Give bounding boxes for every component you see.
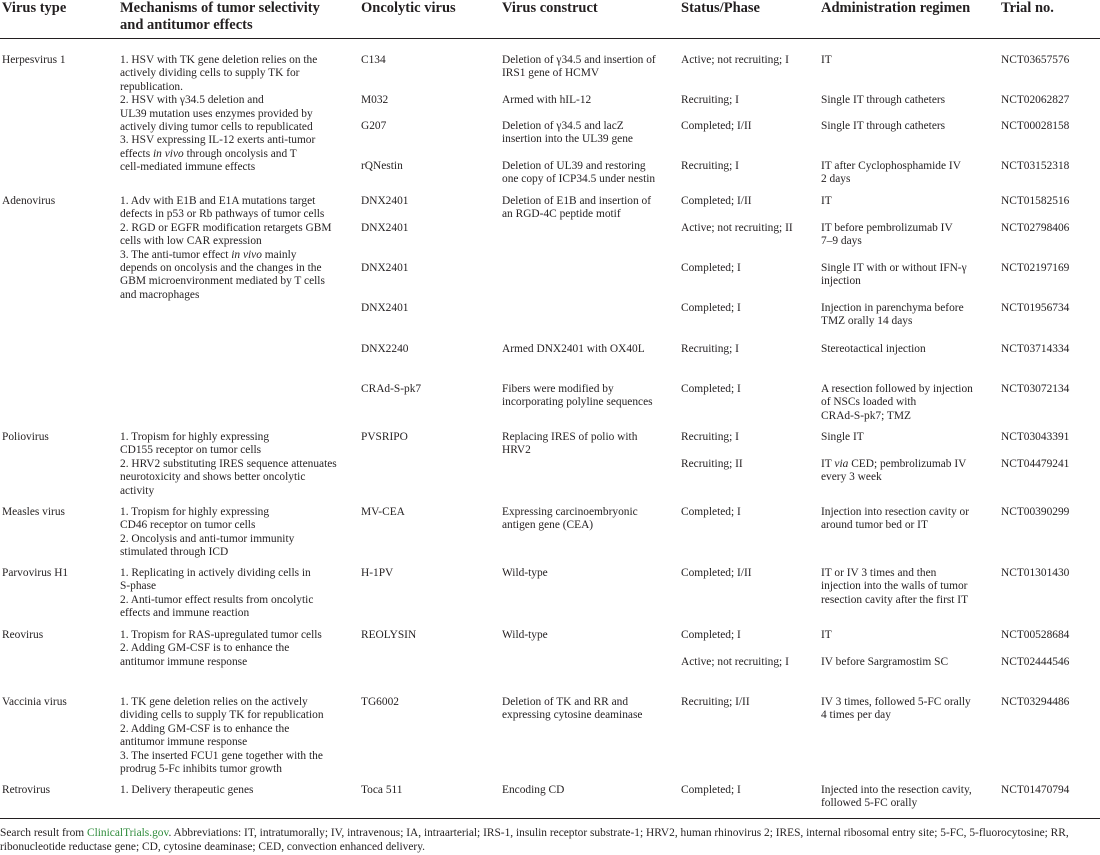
virus-type-retrovirus: Retrovirus	[2, 784, 51, 796]
mechanism-line: 2. HSV with γ34.5 deletion and	[120, 94, 264, 107]
status-m032: Recruiting; I	[681, 94, 739, 106]
admin-pvsripo	[821, 458, 966, 485]
mechanism-line	[120, 249, 331, 262]
mechanism-line: 2. Oncolysis and anti-tumor immunity	[120, 532, 295, 545]
admin-dnx2240: Stereotactical injection	[821, 343, 926, 355]
oncolytic-virus-dnx2401: DNX2401	[361, 195, 409, 207]
status-dnx2401: Active; not recruiting; II	[681, 222, 793, 234]
virus-type-herpesvirus: Herpesvirus 1	[2, 54, 66, 66]
admin-line: around tumor bed or IT	[821, 519, 928, 532]
mechanism-line: cell-mediated immune effects	[120, 161, 256, 174]
mechanism-line: UL39 mutation uses enzymes provided by	[120, 107, 313, 120]
construct-pvsripo	[502, 431, 637, 458]
trial-number: NCT03043391	[1001, 431, 1070, 443]
trial-number: NCT03152318	[1001, 160, 1070, 172]
admin-reolysin: IV before Sargramostim SC	[821, 656, 949, 668]
status-crad-s-pk7: Completed; I	[681, 383, 741, 395]
mechanism-line: CD155 receptor on tumor cells	[120, 444, 262, 457]
construct-h-1pv: Wild-type	[502, 567, 548, 579]
admin-tg6002	[821, 696, 971, 723]
mechanism-line: stimulated through ICD	[120, 546, 229, 559]
mechanism-line: 2. Anti-tumor effect results from oncolytic	[120, 593, 314, 606]
mechanism-line: prodrug 5-Fc inhibits tumor growth	[120, 763, 282, 776]
construct-line: Fibers were modified by	[502, 383, 614, 395]
construct-reolysin: Wild-type	[502, 629, 548, 641]
mechanism-measles	[120, 506, 294, 560]
admin-text: IT	[821, 458, 832, 470]
status-h-1pv: Completed; I/II	[681, 567, 752, 579]
mechanism-line: 1. Tropism for highly expressing	[120, 506, 270, 518]
mechanism-line: CD46 receptor on tumor cells	[120, 519, 256, 532]
header-status-phase: Status/Phase	[681, 0, 760, 16]
admin-line: Single IT with or without IFN-γ	[821, 262, 967, 274]
status-g207: Completed; I/II	[681, 120, 752, 132]
oncolytic-virus-dnx2401: DNX2401	[361, 222, 409, 234]
mechanism-italic: in vivo	[153, 147, 184, 160]
admin-line: IV 3 times, followed 5-FC orally	[821, 696, 971, 708]
trial-number: NCT02798406	[1001, 222, 1070, 234]
admin-text: CED; pembrolizumab IV	[851, 458, 967, 470]
admin-line: 2 days	[821, 173, 851, 186]
construct-line: Deletion of γ34.5 and insertion of	[502, 54, 656, 66]
mechanism-line: actively diving tumor cells to republicated	[120, 121, 313, 134]
status-rqnestin: Recruiting; I	[681, 160, 739, 172]
header-rule	[0, 38, 1100, 39]
status-pvsripo: Recruiting; II	[681, 458, 743, 470]
mechanism-reovirus	[120, 629, 322, 669]
mechanism-line: 2. Adding GM-CSF is to enhance the	[120, 722, 290, 735]
header-virus-type: Virus type	[2, 0, 67, 16]
header-mechanisms-line-2: and antitumor effects	[120, 17, 253, 33]
mechanism-line: neurotoxicity and shows better oncolytic	[120, 471, 306, 484]
construct-mv-cea	[502, 506, 638, 533]
mechanism-line: depends on oncolysis and the changes in the	[120, 262, 322, 275]
virus-type-vaccinia: Vaccinia virus	[2, 696, 67, 708]
admin-dnx2401	[821, 302, 964, 329]
mechanism-line: activity	[120, 484, 155, 497]
admin-line: every 3 week	[821, 471, 882, 484]
mechanism-vaccinia	[120, 696, 324, 776]
status-mv-cea: Completed; I	[681, 506, 741, 518]
mechanism-line: 3. The inserted FCU1 gene together with the	[120, 749, 323, 762]
oncolytic-virus-c134: C134	[361, 54, 386, 66]
admin-line: Injection in parenchyma before	[821, 302, 964, 314]
construct-line: Deletion of UL39 and restoring	[502, 160, 646, 172]
mechanism-line: 1. Tropism for highly expressing	[120, 431, 270, 443]
construct-c134	[502, 54, 656, 81]
construct-line: HRV2	[502, 444, 531, 457]
construct-toca-511: Encoding CD	[502, 784, 565, 796]
trial-number: NCT01470794	[1001, 784, 1070, 796]
construct-line: Expressing carcinoembryonic	[502, 506, 638, 518]
mechanism-poliovirus	[120, 431, 337, 498]
construct-line: IRS1 gene of HCMV	[502, 67, 600, 80]
trial-number: NCT01582516	[1001, 195, 1070, 207]
oncolytic-virus-dnx2401: DNX2401	[361, 302, 409, 314]
trial-number: NCT02197169	[1001, 262, 1070, 274]
construct-line: incorporating polyline sequences	[502, 396, 653, 409]
construct-tg6002	[502, 696, 642, 723]
construct-crad-s-pk7	[502, 383, 653, 410]
admin-reolysin: IT	[821, 629, 832, 641]
mechanism-line: actively dividing cells to supply TK for	[120, 67, 300, 80]
admin-mv-cea	[821, 506, 969, 533]
construct-line: insertion into the UL39 gene	[502, 133, 633, 146]
status-dnx2401: Completed; I	[681, 302, 741, 314]
admin-line: IT or IV 3 times and then	[821, 567, 937, 579]
oncolytic-virus-mv-cea: MV-CEA	[361, 506, 405, 518]
header-mechanisms	[120, 0, 320, 34]
mechanism-text: mainly	[264, 248, 297, 261]
mechanism-line: defects in p53 or Rb pathways of tumor cells	[120, 208, 325, 221]
header-administration-regimen: Administration regimen	[821, 0, 971, 16]
footnote-prefix: Search result from	[0, 827, 85, 839]
trial-number: NCT00028158	[1001, 120, 1070, 132]
trial-number: NCT01956734	[1001, 302, 1070, 314]
oncolytic-virus-tg6002: TG6002	[361, 696, 399, 708]
mechanism-line: 2. HRV2 substituting IRES sequence attenuates	[120, 457, 337, 470]
oncolytic-virus-rqnestin: rQNestin	[361, 160, 403, 172]
admin-h-1pv	[821, 567, 968, 607]
construct-line: one copy of ICP34.5 under nestin	[502, 173, 656, 186]
virus-type-parvovirus: Parvovirus H1	[2, 567, 69, 579]
virus-type-reovirus: Reovirus	[2, 629, 44, 641]
admin-dnx2401	[821, 262, 967, 289]
mechanism-line: 1. TK gene deletion relies on the actively	[120, 696, 308, 708]
oncolytic-virus-reolysin: REOLYSIN	[361, 629, 417, 641]
virus-type-poliovirus: Poliovirus	[2, 431, 49, 443]
mechanism-line: 3. HSV expressing IL-12 exerts anti-tumor	[120, 134, 316, 147]
mechanism-text: 3. The anti-tumor effect	[120, 248, 229, 261]
trial-number: NCT00390299	[1001, 506, 1070, 518]
trial-number: NCT03072134	[1001, 383, 1070, 395]
admin-line: of NSCs loaded with	[821, 396, 917, 409]
construct-line: Deletion of TK and RR and	[502, 696, 629, 708]
admin-line: 7–9 days	[821, 235, 862, 248]
oncolytic-virus-toca-511: Toca 511	[361, 784, 403, 796]
admin-m032: Single IT through catheters	[821, 94, 946, 106]
header-virus-construct: Virus construct	[502, 0, 598, 16]
virus-type-adenovirus: Adenovirus	[2, 195, 56, 207]
status-dnx2240: Recruiting; I	[681, 343, 739, 355]
mechanism-line: republication.	[120, 80, 183, 93]
mechanism-text: effects	[120, 147, 151, 160]
trial-number: NCT02444546	[1001, 656, 1070, 668]
admin-line: Injected into the resection cavity,	[821, 784, 972, 796]
header-mechanisms-line-1: Mechanisms of tumor selectivity	[120, 0, 320, 16]
mechanism-line: 1. Replicating in actively dividing cells in	[120, 567, 311, 579]
footnote-line-1	[0, 826, 1100, 840]
footnote-line-2: ribonucleotide reductase gene; CD, cytosine deaminase; CED, convection enhanced delivery.	[0, 841, 425, 854]
status-reolysin: Completed; I	[681, 629, 741, 641]
status-dnx2401: Completed; I/II	[681, 195, 752, 207]
construct-m032: Armed with hIL-12	[502, 94, 592, 106]
admin-line: injection	[821, 275, 861, 288]
oncolytic-virus-dnx2240: DNX2240	[361, 343, 409, 355]
mechanism-line: 1. Adv with E1B and E1A mutations target	[120, 195, 316, 207]
admin-line: TMZ orally 14 days	[821, 315, 913, 328]
admin-line: followed 5-FC orally	[821, 797, 918, 810]
mechanism-line: GBM microenvironment mediated by T cells	[120, 275, 325, 288]
header-oncolytic-virus: Oncolytic virus	[361, 0, 456, 16]
construct-line: Deletion of E1B and insertion of	[502, 195, 651, 207]
mechanism-text: through oncolysis and T	[186, 147, 297, 160]
trial-number: NCT04479241	[1001, 458, 1070, 470]
trial-number: NCT03294486	[1001, 696, 1070, 708]
mechanism-herpesvirus	[120, 54, 317, 175]
trial-number: NCT03714334	[1001, 343, 1070, 355]
mechanism-italic: in vivo	[231, 248, 262, 261]
admin-dnx2401	[821, 222, 953, 249]
admin-line: IT before pembrolizumab IV	[821, 222, 953, 234]
admin-line: resection cavity after the first IT	[821, 593, 969, 606]
clinicaltrials-link[interactable]: ClinicalTrials.gov	[87, 827, 169, 839]
trial-number: NCT00528684	[1001, 629, 1070, 641]
status-tg6002: Recruiting; I/II	[681, 696, 750, 708]
construct-line: an RGD-4C peptide motif	[502, 208, 621, 221]
status-dnx2401: Completed; I	[681, 262, 741, 274]
mechanism-adenovirus	[120, 195, 331, 302]
header-trial-no: Trial no.	[1001, 0, 1054, 16]
mechanism-line: antitumor immune response	[120, 736, 248, 749]
oncolytic-virus-pvsripo: PVSRIPO	[361, 431, 408, 443]
oncolytic-virus-h-1pv: H-1PV	[361, 567, 394, 579]
admin-g207: Single IT through catheters	[821, 120, 946, 132]
admin-line: IT after Cyclophosphamide IV	[821, 160, 961, 172]
mechanism-retrovirus: 1. Delivery therapeutic genes	[120, 784, 254, 796]
footnote-abbreviations: . Abbreviations: IT, intratumorally; IV, intravenous; IA, intraarterial; IRS-1, insulin receptor substrate-1; HRV2, human rhinovirus 2; IRES, internal ribosomal entry site; 5-FC, 5-fluorocytosine; RR,	[168, 827, 1069, 839]
admin-rqnestin	[821, 160, 961, 187]
construct-dnx2240: Armed DNX2401 with OX40L	[502, 343, 645, 355]
status-reolysin: Active; not recruiting; I	[681, 656, 789, 668]
status-toca-511: Completed; I	[681, 784, 741, 796]
admin-line: CRAd-S-pk7; TMZ	[821, 409, 911, 422]
mechanism-line: dividing cells to supply TK for republication	[120, 709, 324, 722]
admin-italic: via	[834, 458, 849, 470]
oncolytic-virus-g207: G207	[361, 120, 387, 132]
mechanism-line: cells with low CAR expression	[120, 235, 262, 248]
admin-line: A resection followed by injection	[821, 383, 973, 395]
admin-crad-s-pk7	[821, 383, 973, 423]
status-pvsripo: Recruiting; I	[681, 431, 739, 443]
mechanism-line	[120, 148, 317, 161]
mechanism-line: 1. HSV with TK gene deletion relies on the	[120, 54, 318, 66]
mechanism-line: and macrophages	[120, 288, 200, 301]
admin-line: injection into the walls of tumor	[821, 580, 968, 593]
table-bottom-rule	[0, 818, 1100, 819]
construct-dnx2401	[502, 195, 651, 222]
virus-type-measles: Measles virus	[2, 506, 65, 518]
construct-line: Deletion of γ34.5 and lacZ	[502, 120, 624, 132]
construct-line: expressing cytosine deaminase	[502, 709, 643, 722]
oncolytic-virus-crad-s-pk7: CRAd-S-pk7	[361, 383, 422, 395]
admin-line	[821, 458, 966, 471]
construct-rqnestin	[502, 160, 655, 187]
admin-line: Injection into resection cavity or	[821, 506, 970, 518]
admin-c134: IT	[821, 54, 832, 66]
admin-line: 4 times per day	[821, 709, 891, 722]
admin-pvsripo: Single IT	[821, 431, 864, 443]
status-c134: Active; not recruiting; I	[681, 54, 789, 66]
mechanism-line: antitumor immune response	[120, 655, 248, 668]
mechanism-parvovirus	[120, 567, 313, 621]
construct-line: Replacing IRES of polio with	[502, 431, 638, 443]
admin-dnx2401: IT	[821, 195, 832, 207]
oncolytic-virus-m032: M032	[361, 94, 389, 106]
oncolytic-virus-dnx2401: DNX2401	[361, 262, 409, 274]
construct-line: antigen gene (CEA)	[502, 519, 594, 532]
trial-number: NCT02062827	[1001, 94, 1070, 106]
table-footnote	[0, 826, 1100, 855]
admin-toca-511	[821, 784, 972, 811]
construct-g207	[502, 120, 633, 147]
mechanism-line: S-phase	[120, 580, 157, 593]
mechanism-line: 2. Adding GM-CSF is to enhance the	[120, 642, 290, 655]
trial-number: NCT01301430	[1001, 567, 1070, 579]
mechanism-line: 1. Tropism for RAS-upregulated tumor cells	[120, 629, 322, 641]
trial-number: NCT03657576	[1001, 54, 1070, 66]
mechanism-line: 2. RGD or EGFR modification retargets GBM	[120, 221, 332, 234]
mechanism-line: effects and immune reaction	[120, 607, 250, 620]
